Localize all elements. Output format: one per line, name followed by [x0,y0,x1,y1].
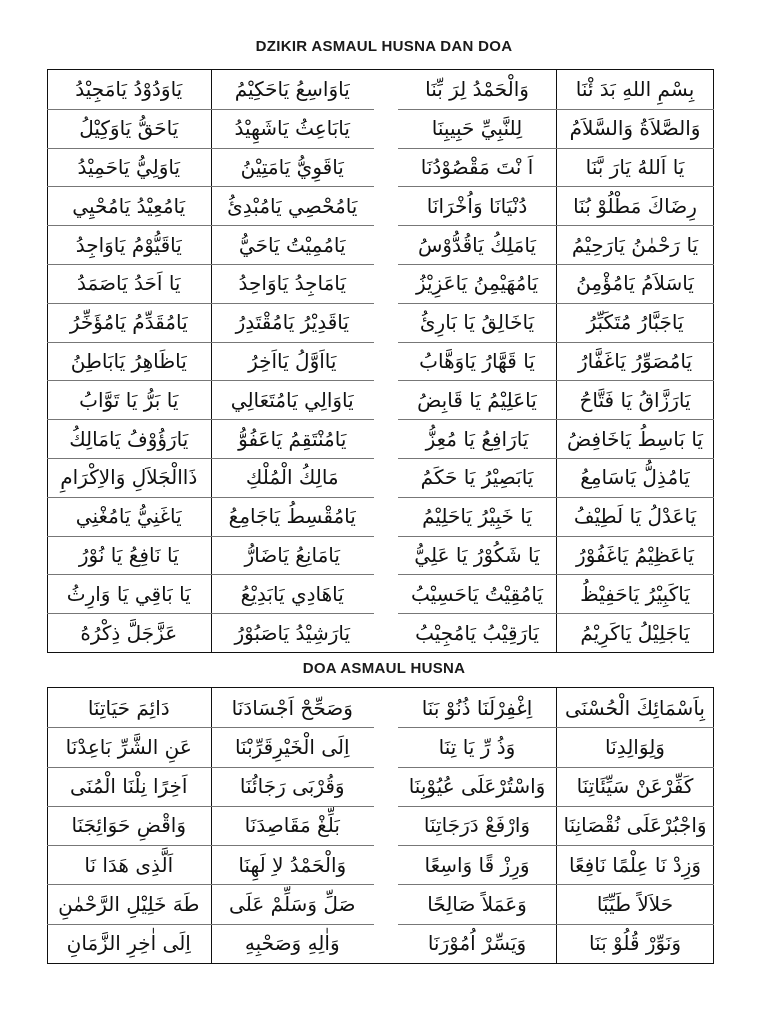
phrase-first: يَاجَلِيْلُ يَاكَرِيْمُ [580,620,690,645]
phrase-second: وَالْحَمْدُ لِرَ بِّنَا [425,77,529,102]
row-divider [47,419,374,420]
table-row [47,380,374,419]
phrase-first: يَابَاعِثُ يَاشَهِيْدُ [234,116,350,141]
phrase-second: يَا قَهَّارُ يَاوَهَّابُ [419,348,535,373]
phrase-first: كَفِّرْعَنْ سَيِّئَاتِنَا [576,774,694,799]
phrase-second: دَائِمَ حَيَاتِنَا [87,695,170,720]
phrase-second: وَعَمَلاً صَالِحًا [427,892,527,917]
phrase-second: يَابَصِيْرُ يَا حَكَمُ [420,465,534,490]
row-divider [47,497,374,498]
row-divider [47,884,374,885]
row-divider [398,264,714,265]
table-row [47,419,374,458]
table-row [398,148,714,187]
table-row [47,225,374,264]
phrase-first: يَاسَلاَمُ يَامُؤْمِنُ [576,271,694,296]
table-row [47,688,374,727]
row-divider [398,536,714,537]
phrase-second: لِلنَّبِيِّ حَبِيبِنَا [431,116,523,141]
table-row [398,884,714,923]
table-row [398,688,714,727]
row-divider [398,380,714,381]
row-divider [47,536,374,537]
table-row [398,497,714,536]
phrase-second: يَامُعِيْدُ يَامُحْيِي [72,193,186,218]
phrase-second: يَارَقِيْبُ يَامُجِيْبُ [415,620,539,645]
phrase-second: يَامُقَدِّمُ يَامُؤَخِّرُ [69,310,188,335]
phrase-second: يَامُهَيْمِنُ يَاعَزِيْزُ [416,271,539,296]
table-row [398,727,714,766]
table-row [47,613,374,652]
phrase-second: يَاخَالِقُ يَا بَارِئُ [419,310,535,335]
table-row [398,70,714,109]
phrase-first: يَامُمِيْتُ يَاحَيُّ [238,232,346,257]
table-row [398,924,714,963]
phrase-second: يَا بَاقِي يَا وَارِثُ [66,581,191,606]
table-row [47,70,374,109]
row-divider [47,574,374,575]
table-row [398,458,714,497]
table-row [47,186,374,225]
row-divider [47,613,374,614]
phrase-first: وَقُرْبَى رَجَائُنَا [239,774,345,799]
phrase-second: وَاقْضِ حَوَائِجَنَا [71,813,186,838]
phrase-second: يَارَؤُوْفُ يَامَالِكُ [69,426,189,451]
table-row [47,148,374,187]
page-title: DZIKIR ASMAUL HUSNA DAN DOA [255,38,513,55]
phrase-second: وَارْفَعْ دَرَجَاتِنَا [423,813,531,838]
phrase-second: عَنِ الشَّرِّ بَاعِدْنَا [65,734,192,759]
row-divider [398,342,714,343]
dzikir-right-column [398,70,714,652]
phrase-first: وَاجْبُرْعَلَى نُقْصَانِنَا [563,813,707,838]
phrase-second: وَرِزْ قًا وَاسِعًا [424,852,530,877]
row-divider [398,225,714,226]
phrase-second: يَامُقِيْتُ يَاحَسِيْبُ [410,581,544,606]
row-divider [398,109,714,110]
phrase-first: وَنَوِّرْ قُلُوْ بَنَا [588,931,682,956]
phrase-second: اِلَى اٰخِرِ الزَّمَانِ [66,931,191,956]
phrase-first: يَاقَدِيْرُ يَامُقْتَدِرُ [235,310,349,335]
table-row [398,342,714,381]
table-row [398,613,714,652]
row-divider [398,186,714,187]
phrase-first: صَلِّ وَسَلِّمْ عَلَى [229,892,356,917]
phrase-second: يَا بَرُّ يَا تَوَّابُ [79,387,179,412]
table-row [398,264,714,303]
phrase-second: يَاظَاهِرُ يَابَاطِنُ [70,348,187,373]
table-row [47,884,374,923]
table-row [47,342,374,381]
phrase-second: يَا نَافِعُ يَا نُوْرُ [78,542,179,567]
phrase-first: اِلَى الْخَيْرِقَرِّبْنَا [234,734,350,759]
section-title-doa: DOA ASMAUL HUSNA [302,660,466,677]
phrase-first: يَامُقْسِطُ يَاجَامِعُ [228,504,356,529]
row-divider [47,342,374,343]
row-divider [398,845,714,846]
table-row [398,574,714,613]
table-row [47,458,374,497]
row-divider [398,884,714,885]
phrase-first: بِسْمِ اللهِ بَدَ ئْنَا [575,77,695,102]
phrase-second: اَ نْتَ مَقْصُوْدُنَا [420,154,534,179]
phrase-second: يَارَافِعُ يَا مُعِزُّ [425,426,529,451]
table-row [47,109,374,148]
phrase-first: يَا اَللهُ يَارَ بَّنَا [585,154,685,179]
dzikir-table [47,69,714,653]
phrase-first: يَاقَوِيُّ يَامَتِيْنُ [240,154,344,179]
phrase-first: وَلِوَالِدِنَا [605,734,665,759]
row-divider [47,186,374,187]
row-divider [398,419,714,420]
dzikir-left-column [47,70,374,652]
phrase-first: وَاٰلِهِ وَصَحْبِهِ [244,931,340,956]
row-divider [47,148,374,149]
row-divider [47,264,374,265]
phrase-first: بَلِّغْ مَقَاصِدَنَا [244,813,340,838]
phrase-second: اِغْفِرْلَنَا ذُنُوْ بَنَا [421,695,533,720]
phrase-first: يَامَانِعُ يَاضَارُّ [244,542,340,567]
row-divider [398,727,714,728]
phrase-second: طَهَ خَلِيْلِ الرَّحْمٰنِ [58,892,200,917]
doa-right-column [398,688,714,963]
table-row [47,264,374,303]
row-divider [398,458,714,459]
table-row [398,380,714,419]
row-divider [47,767,374,768]
table-row [47,767,374,806]
row-divider [398,924,714,925]
phrase-first: رِضَاكَ مَطْلُوْ بُنَا [573,193,697,218]
row-divider [47,225,374,226]
phrase-second: اَلَّذِى هَدَا نَا [84,852,174,877]
table-row [47,845,374,884]
phrase-first: يَاعَظِيْمُ يَاغَفُوْرُ [576,542,694,567]
table-row [398,109,714,148]
phrase-second: يَاقَيُّوْمُ يَاوَاجِدُ [75,232,182,257]
phrase-second: يَا خَبِيْرُ يَاحَلِيْمُ [422,504,532,529]
phrase-first: يَاعَدْلُ يَا لَطِيْفُ [573,504,697,529]
phrase-first: يَاوَالِي يَامُتَعَالِي [230,387,354,412]
table-row [47,303,374,342]
row-divider [398,574,714,575]
phrase-first: حَلاَلاً طَيِّبًا [596,892,674,917]
phrase-first: يَارَزَّاقُ يَا فَتَّاحُ [579,387,691,412]
phrase-second: وَيَسِّرْ اُمُوْرَنَا [427,931,527,956]
table-row [398,806,714,845]
phrase-second: يَاوَلِيُّ يَاحَمِيْدُ [77,154,181,179]
phrase-second: يَاعَلِيْمُ يَا قَابِضُ [417,387,537,412]
table-row [398,536,714,575]
phrase-second: وَاسْتُرْعَلَى عُيُوْبِنَا [408,774,546,799]
table-row [47,806,374,845]
row-divider [398,303,714,304]
row-divider [47,380,374,381]
row-divider [47,845,374,846]
phrase-first: يَاوَاسِعُ يَاحَكِيْمُ [234,77,350,102]
table-row [47,497,374,536]
phrase-first: وَالْحَمْدُ لاِ لَهِنَا [238,852,347,877]
row-divider [47,303,374,304]
table-row [47,924,374,963]
phrase-second: يَامَلِكُ يَاقُدُّوْسُ [418,232,536,257]
phrase-second: يَاغَنِيُّ يَامُغْنِي [75,504,182,529]
row-divider [398,497,714,498]
phrase-first: يَاهَادِي يَابَدِيْعُ [240,581,344,606]
phrase-second: يَاحَقُّ يَاوَكِيْلُ [79,116,179,141]
phrase-first: وَالصَّلاَةُ وَالسَّلاَمُ [569,116,701,141]
table-row [398,225,714,264]
table-row [398,303,714,342]
phrase-first: مَالِكُ الْمُلْكِ [245,465,339,490]
row-divider [47,458,374,459]
row-divider [47,924,374,925]
phrase-first: وَصَحِّحْ اَجْسَادَنَا [231,695,353,720]
row-divider [47,109,374,110]
phrase-first: بِاَسْمَائِكَ الْحُسْنَى [565,695,705,720]
phrase-first: يَامَاجِدُ يَاوَاحِدُ [238,271,346,296]
phrase-second: وَذُ رِّ يَا تِنَا [438,734,516,759]
row-divider [47,806,374,807]
table-row [398,419,714,458]
row-divider [398,613,714,614]
table-row [47,574,374,613]
row-divider [398,806,714,807]
phrase-first: وَزِدْ نَا عِلْمًا نَافِعًا [568,852,702,877]
phrase-first: يَامُذِلُّ يَاسَامِعُ [580,465,690,490]
phrase-second: اَخِرًا نِلْنَا الْمُنَى [70,774,188,799]
phrase-second: دُنْيَانَا وَاُخْرَانَا [426,193,528,218]
phrase-second: ذَاالْجَلاَلِ وَالاِكْرَامِ [60,465,198,490]
phrase-second: يَاوَدُوْدُ يَامَجِيْدُ [75,77,183,102]
phrase-second: يَا شَكُوْرُ يَا عَلِيُّ [414,542,540,567]
phrase-first: يَاكَبِيْرُ يَاحَفِيْظُ [580,581,690,606]
table-row [398,186,714,225]
doa-left-column [47,688,374,963]
phrase-second: يَا اَحَدُ يَاصَمَدُ [77,271,181,296]
phrase-first: يَا رَحْمٰنُ يَارَحِيْمُ [571,232,699,257]
phrase-first: يَامُنْتَقِمُ يَاعَفُوُّ [238,426,347,451]
phrase-second: عَزَّجَلَّ ذِكْرُهُ [80,620,178,645]
phrase-first: يَا بَاسِطُ يَاخَافِضُ [567,426,703,451]
row-divider [47,727,374,728]
phrase-first: يَامُحْصِي يَامُبْدِئُ [227,193,358,218]
doa-table [47,687,714,964]
table-row [398,767,714,806]
row-divider [398,767,714,768]
phrase-first: يَامُصَوِّرُ يَاغَفَّارُ [577,348,693,373]
phrase-first: يَااَوَّلُ يَااَخِرُ [248,348,337,373]
table-row [47,536,374,575]
phrase-first: يَارَشِيْدُ يَاصَبُوْرُ [234,620,351,645]
table-row [398,845,714,884]
phrase-first: يَاجَبَّارُ مُتَكَبِّرُ [586,310,684,335]
row-divider [398,148,714,149]
table-row [47,727,374,766]
